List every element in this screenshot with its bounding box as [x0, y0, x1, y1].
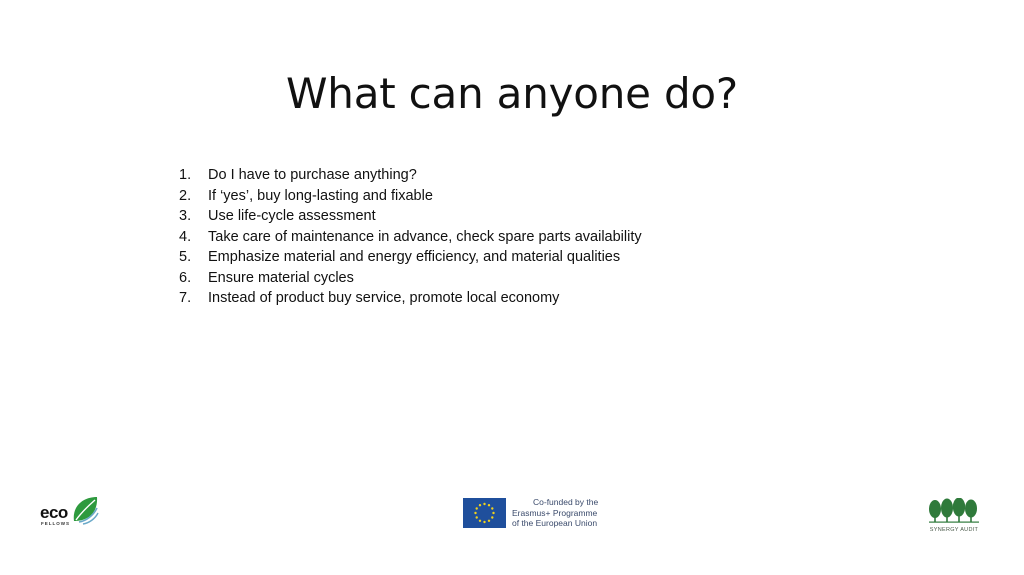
- list-item: [179, 288, 642, 309]
- item-number: 5.: [179, 249, 192, 265]
- item-text: If ‘yes’, buy long-lasting and fixable: [208, 187, 433, 204]
- trees-icon: [928, 498, 980, 524]
- eu-text-line: of the European Union: [512, 518, 598, 528]
- item-text: Ensure material cycles: [208, 269, 354, 286]
- eco-logo-subtitle: FELLOWS: [41, 521, 70, 526]
- item-number: 4.: [179, 228, 192, 245]
- steps-list: [179, 165, 642, 309]
- item-number: 6.: [179, 269, 192, 286]
- list-item: [179, 247, 642, 268]
- item-text: Instead of product buy service, promote local economy: [208, 290, 560, 306]
- eu-funding-text: [512, 497, 598, 529]
- item-text: Use life-cycle assessment: [208, 208, 376, 224]
- eco-logo-word: eco: [40, 503, 68, 522]
- eu-text-line: Erasmus+ Programme: [512, 507, 598, 518]
- list-item: [179, 186, 642, 207]
- item-number: 1.: [179, 167, 192, 183]
- item-number: 2.: [179, 187, 192, 204]
- item-text: Emphasize material and energy efficiency, and material qualities: [208, 249, 621, 265]
- item-text: Take care of maintenance in advance, check spare parts availability: [208, 228, 642, 245]
- eu-flag-icon: [463, 498, 506, 528]
- item-number: 3.: [179, 208, 192, 224]
- slide-title: What can anyone do?: [285, 69, 739, 118]
- eco-fellows-logo: [40, 495, 104, 531]
- item-number: 7.: [179, 290, 192, 306]
- list-item: [179, 206, 642, 227]
- list-item: [179, 227, 642, 248]
- list-item: [179, 165, 642, 186]
- eu-text-line: Co-funded by the: [533, 497, 599, 507]
- item-text: Do I have to purchase anything?: [208, 167, 417, 183]
- synergy-logo-text: SYNERGY AUDIT: [929, 527, 979, 533]
- list-item: [179, 268, 642, 289]
- leaf-icon: [70, 495, 100, 525]
- synergy-audit-logo: [922, 498, 986, 536]
